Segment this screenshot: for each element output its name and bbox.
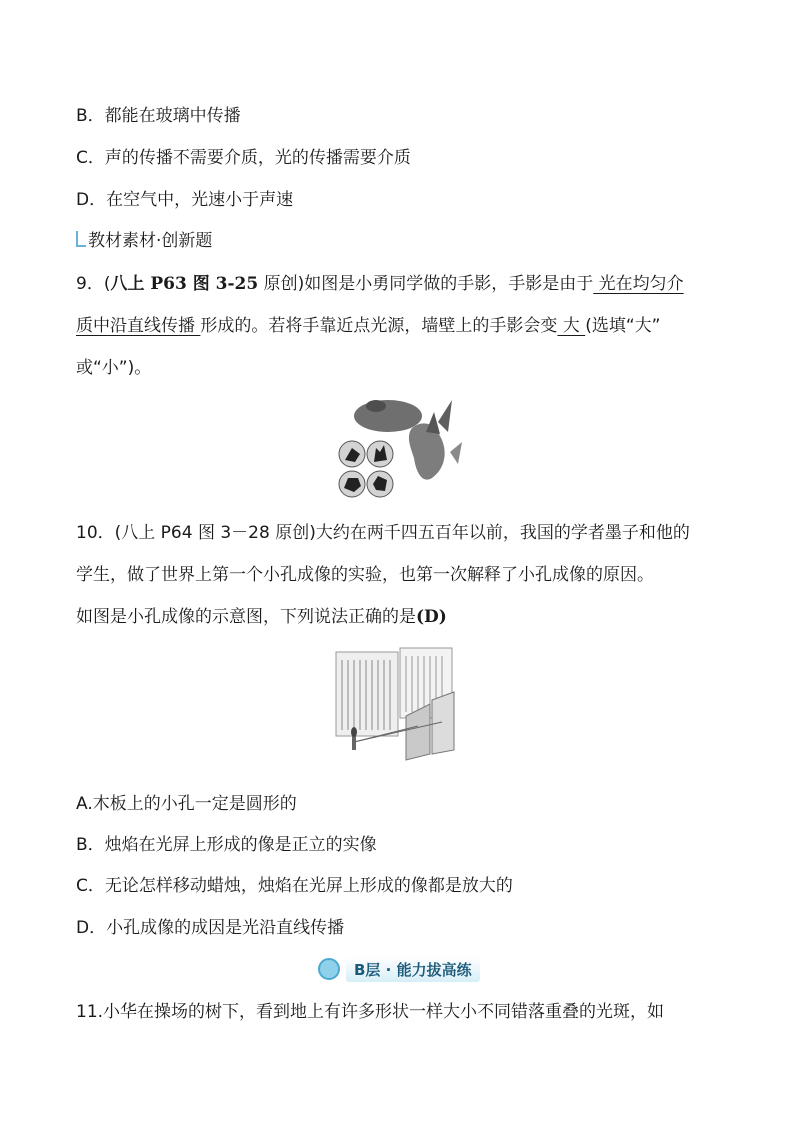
q8-option-b: B．都能在玻璃中传播 [76, 106, 241, 126]
level-badge-icon [318, 958, 340, 980]
q9-line-2: 质中沿直线传播 形成的。若将手靠近点光源，墙壁上的手影会变 大 (选填“大” [76, 316, 661, 336]
q9-answer-blank-1: 光在均匀介 [593, 274, 684, 294]
pinhole-camera-figure [334, 646, 460, 764]
q9-answer-blank-2: 大 [557, 316, 586, 336]
bookmark-icon [76, 231, 86, 247]
q9-line-1: 9．(八上 P63 图 3-25 原创)如图是小勇同学做的手影，手影是由于 光在均匀介 [76, 274, 684, 294]
q8-option-d: D．在空气中，光速小于声速 [76, 190, 294, 210]
q9-line-3: 或“小”)。 [76, 358, 152, 378]
q11-line-1: 11.小华在操场的树下，看到地上有许多形状一样大小不同错落重叠的光斑，如 [76, 1002, 665, 1022]
q8-option-c: C．声的传播不需要介质，光的传播需要介质 [76, 148, 411, 168]
hand-shadow-figure [330, 392, 464, 500]
q10-option-d: D．小孔成像的成因是光沿直线传播 [76, 918, 345, 938]
q10-option-a: A.木板上的小孔一定是圆形的 [76, 794, 297, 814]
q10-option-b: B．烛焰在光屏上形成的像是正立的实像 [76, 835, 377, 855]
q10-answer: (D) [416, 607, 447, 627]
section-tag: 教材素材·创新题 [76, 229, 212, 253]
q10-line-3: 如图是小孔成像的示意图，下列说法正确的是(D) [76, 607, 447, 627]
q10-line-1: 10．(八上 P64 图 3－28 原创)大约在两千四五百年以前，我国的学者墨子和他的 [76, 523, 690, 543]
section-banner: B层 · 能力拔高练 [318, 956, 480, 982]
q9-answer-blank-1-cont: 质中沿直线传播 [76, 316, 201, 336]
q10-line-2: 学生，做了世界上第一个小孔成像的实验，也第一次解释了小孔成像的原因。 [76, 565, 654, 585]
q10-option-c: C．无论怎样移动蜡烛，烛焰在光屏上形成的像都是放大的 [76, 876, 513, 896]
